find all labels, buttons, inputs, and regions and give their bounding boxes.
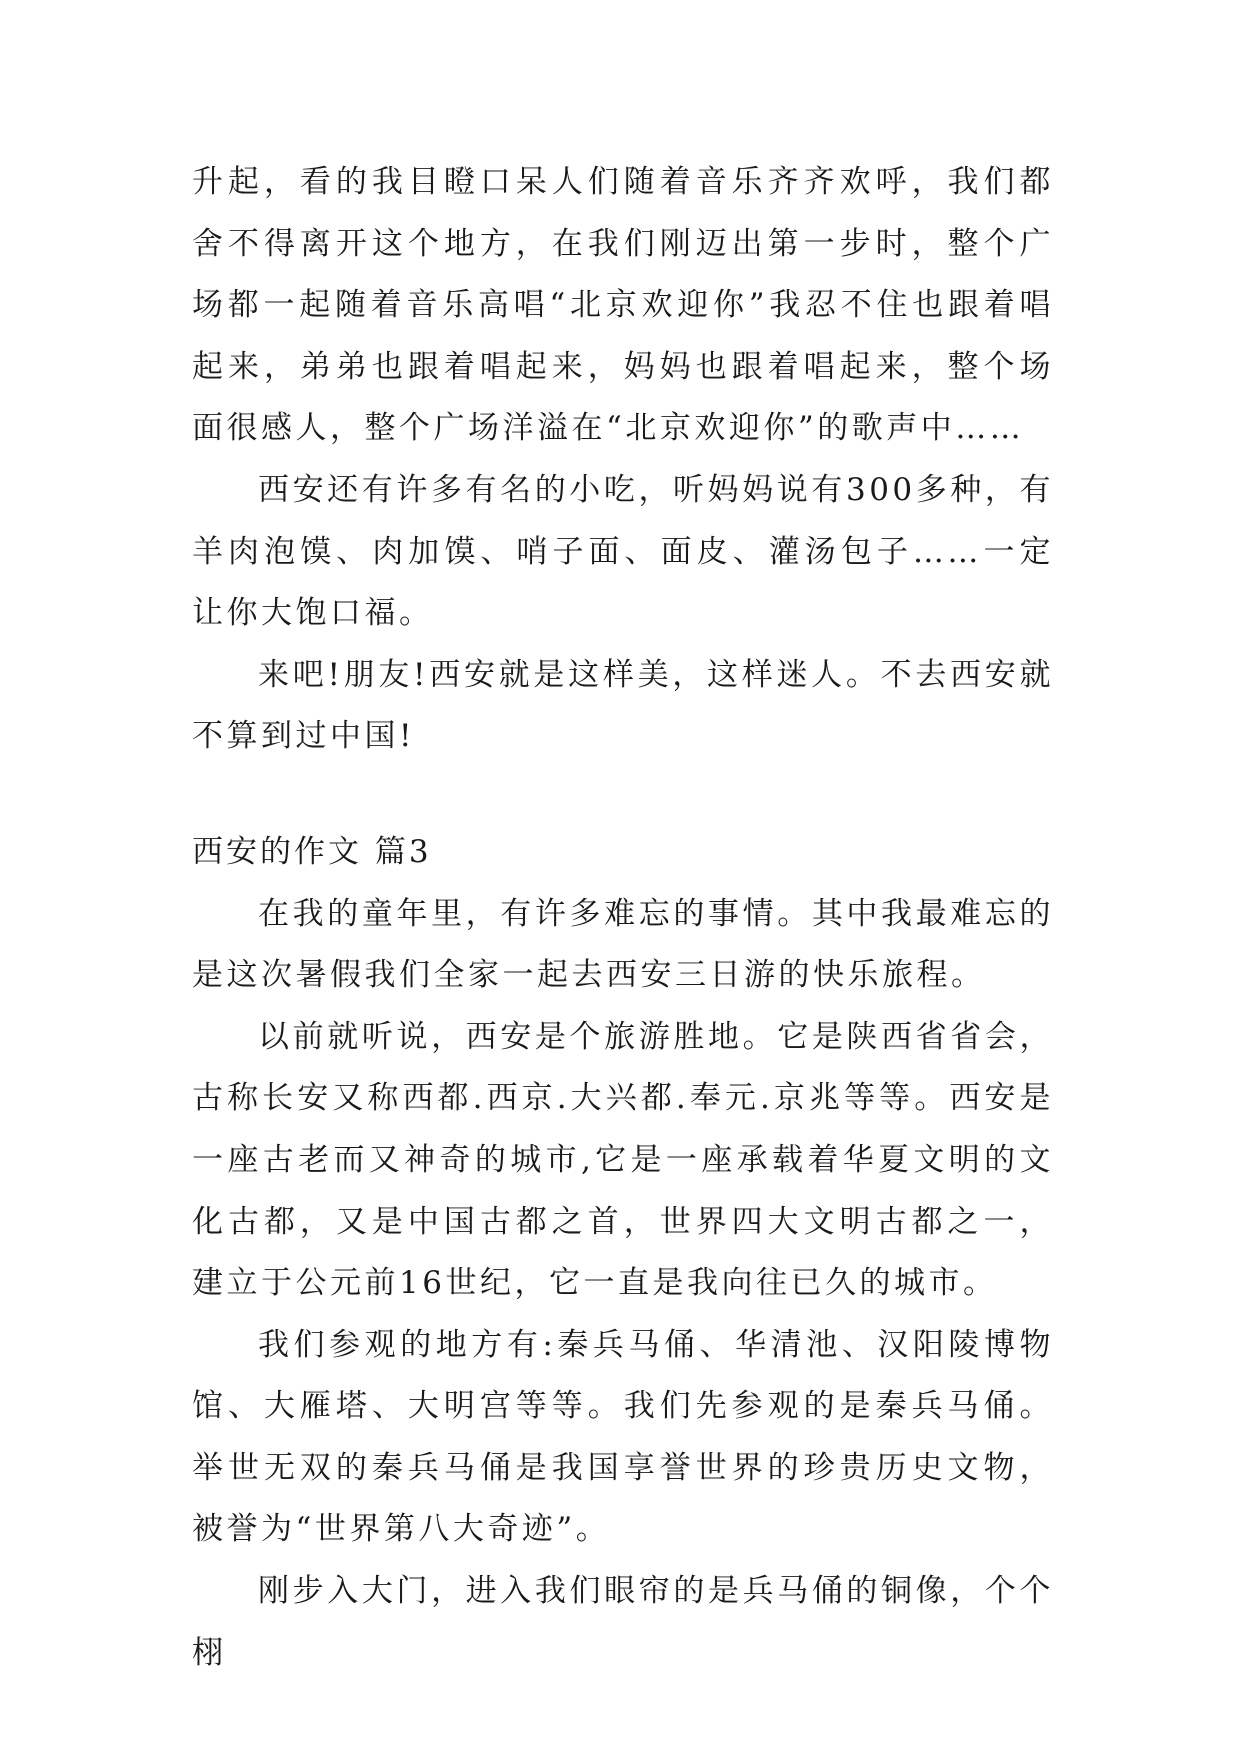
section-title: 西安的作文 篇3 bbox=[192, 833, 432, 870]
document-body bbox=[192, 152, 1054, 1684]
paragraph-snacks: 西安还有许多有名的小吃，听妈妈说有300多种，有羊肉泡馍、肉加馍、哨子面、面皮、灌汤包子……一定让你大饱口福。 bbox=[192, 471, 1054, 632]
paragraph-continuation: 升起，看的我目瞪口呆人们随着音乐齐齐欢呼，我们都舍不得离开这个地方，在我们刚迈出第一步时，整个广场都一起随着音乐高唱“北京欢迎你”我忍不住也跟着唱起来，弟弟也跟着唱起来，妈妈也跟着唱起来，整个场面很感人，整个广场洋溢在“北京欢迎你”的歌声中…… bbox=[192, 164, 1054, 447]
paragraph-sights: 我们参观的地方有:秦兵马俑、华清池、汉阳陵博物馆、大雁塔、大明宫等等。我们先参观的是秦兵马俑。举世无双的秦兵马俑是我国享誉世界的珍贵历史文物，被誉为“世界第八大奇迹”。 bbox=[192, 1326, 1054, 1548]
paragraph-xian-intro: 以前就听说，西安是个旅游胜地。它是陕西省省会，古称长安又称西都.西京.大兴都.奉元.京兆等等。西安是一座古老而又神奇的城市,它是一座承载着华夏文明的文化古都，又是中国古都之首，世界四大文明古都之一，建立于公元前16世纪，它一直是我向往已久的城市。 bbox=[192, 1018, 1054, 1302]
paragraph-entrance: 刚步入大门，进入我们眼帘的是兵马俑的铜像，个个栩 bbox=[192, 1573, 1054, 1671]
paragraph-childhood: 在我的童年里，有许多难忘的事情。其中我最难忘的是这次暑假我们全家一起去西安三日游的快乐旅程。 bbox=[192, 895, 1054, 994]
paragraph-invitation: 来吧!朋友!西安就是这样美，这样迷人。不去西安就不算到过中国! bbox=[192, 656, 1054, 755]
